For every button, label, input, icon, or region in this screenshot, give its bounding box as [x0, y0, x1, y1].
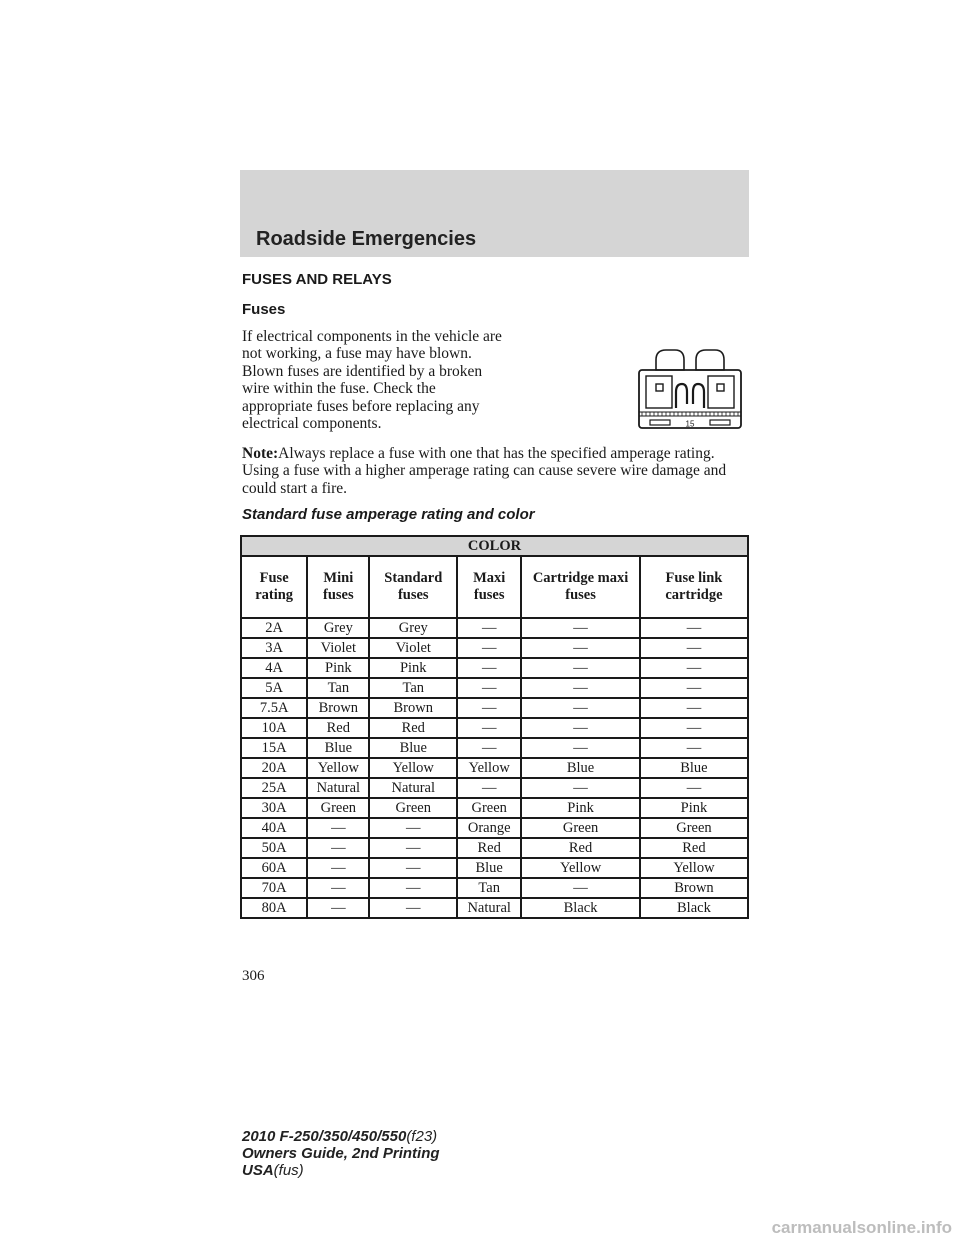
table-cell: 4A: [241, 658, 307, 678]
footer: [242, 1128, 440, 1179]
table-cell: Pink: [307, 658, 369, 678]
table-cell: 30A: [241, 798, 307, 818]
footer-guide: Owners Guide, 2nd Printing: [242, 1145, 440, 1162]
table-row: [241, 898, 748, 918]
table-cell: Yellow: [307, 758, 369, 778]
table-cell: Green: [457, 798, 521, 818]
table-cell: —: [369, 818, 457, 838]
note-text: Always replace a fuse with one that has the specified amperage rating. Using a fuse with a higher amperage rating can cause severe wire damage and could start a fire.: [242, 445, 727, 497]
table-row: [241, 758, 748, 778]
footer-region: USA: [242, 1162, 274, 1179]
fuses-subheading: Fuses: [242, 301, 286, 318]
table-cell: —: [640, 778, 748, 798]
table-row: [241, 618, 748, 638]
table-cell: —: [457, 678, 521, 698]
column-header: Standard fuses: [369, 556, 457, 618]
table-cell: —: [369, 858, 457, 878]
table-cell: Yellow: [369, 758, 457, 778]
table-cell: —: [307, 878, 369, 898]
table-cell: —: [521, 718, 640, 738]
table-cell: Green: [640, 818, 748, 838]
column-header: Fuse link cartridge: [640, 556, 748, 618]
table-row: [241, 878, 748, 898]
table-row: [241, 778, 748, 798]
table-row: [241, 638, 748, 658]
table-cell: Yellow: [521, 858, 640, 878]
table-row: [241, 818, 748, 838]
table-cell: Tan: [369, 678, 457, 698]
fuse-illustration: [618, 348, 748, 438]
footer-model-line: [242, 1128, 440, 1145]
table-cell: —: [640, 638, 748, 658]
table-row: [241, 718, 748, 738]
table-cell: —: [457, 778, 521, 798]
table-row: [241, 678, 748, 698]
table-cell: —: [457, 658, 521, 678]
table-cell: Tan: [307, 678, 369, 698]
table-cell: —: [457, 618, 521, 638]
table-cell: Green: [307, 798, 369, 818]
note-paragraph: [242, 445, 750, 497]
table-row: [241, 658, 748, 678]
table-cell: Green: [369, 798, 457, 818]
page-content: [242, 270, 750, 524]
column-header: Fuse rating: [241, 556, 307, 618]
footer-model-code: (f23): [406, 1128, 438, 1145]
footer-model: 2010 F-250/350/450/550: [242, 1128, 407, 1145]
table-cell: —: [640, 618, 748, 638]
table-cell: Pink: [521, 798, 640, 818]
fuse-color-table: [240, 535, 749, 919]
table-cell: 50A: [241, 838, 307, 858]
table-cell: 3A: [241, 638, 307, 658]
table-cell: Red: [307, 718, 369, 738]
table-cell: —: [640, 738, 748, 758]
table-cell: —: [457, 698, 521, 718]
table-cell: Yellow: [640, 858, 748, 878]
table-cell: —: [457, 718, 521, 738]
table-row: [241, 738, 748, 758]
table-cell: —: [307, 858, 369, 878]
table-cell: —: [307, 818, 369, 838]
column-header: Maxi fuses: [457, 556, 521, 618]
section-title: Roadside Emergencies: [256, 228, 477, 250]
table-cell: Red: [369, 718, 457, 738]
intro-paragraph: If electrical components in the vehicle are not working, a fuse may have blown. Blown fuses are identified by a broken wire within the fuse. Check the appropriate fuses before replacing any electrical components.: [242, 328, 502, 433]
table-cell: Orange: [457, 818, 521, 838]
table-cell: Blue: [521, 758, 640, 778]
footer-region-code: (fus): [273, 1162, 304, 1179]
table-body: [241, 618, 748, 918]
table-cell: 25A: [241, 778, 307, 798]
table-cell: Blue: [640, 758, 748, 778]
table-cell: —: [521, 638, 640, 658]
table-cell: Blue: [307, 738, 369, 758]
table-cell: —: [521, 698, 640, 718]
table-cell: Tan: [457, 878, 521, 898]
table-cell: Red: [521, 838, 640, 858]
table-cell: —: [521, 878, 640, 898]
table-cell: 60A: [241, 858, 307, 878]
table-cell: —: [521, 678, 640, 698]
table-cell: Black: [640, 898, 748, 918]
table-row: [241, 838, 748, 858]
table-cell: —: [457, 738, 521, 758]
table-cell: Brown: [640, 878, 748, 898]
table-cell: Black: [521, 898, 640, 918]
footer-region-line: [242, 1162, 440, 1179]
table-cell: —: [369, 878, 457, 898]
table-cell: Pink: [369, 658, 457, 678]
table-cell: 15A: [241, 738, 307, 758]
table-cell: —: [521, 658, 640, 678]
table-cell: —: [640, 718, 748, 738]
table-cell: Violet: [307, 638, 369, 658]
page-heading: FUSES AND RELAYS: [242, 271, 392, 288]
section-banner: [240, 170, 749, 257]
watermark: carmanualsonline.info: [771, 1218, 952, 1237]
table-cell: 70A: [241, 878, 307, 898]
table-cell: Natural: [307, 778, 369, 798]
table-row: [241, 858, 748, 878]
table-cell: —: [369, 898, 457, 918]
table-caption: Standard fuse amperage rating and color: [242, 506, 535, 524]
table-cell: Red: [640, 838, 748, 858]
table-cell: —: [521, 618, 640, 638]
table-cell: —: [457, 638, 521, 658]
table-cell: —: [640, 698, 748, 718]
table-cell: Blue: [369, 738, 457, 758]
column-header: Mini fuses: [307, 556, 369, 618]
table-row: [241, 698, 748, 718]
table-cell: 20A: [241, 758, 307, 778]
table-cell: 10A: [241, 718, 307, 738]
color-group-header: COLOR: [241, 536, 748, 556]
table-cell: 7.5A: [241, 698, 307, 718]
table-cell: Green: [521, 818, 640, 838]
fuse-rating-label: 15: [685, 419, 695, 429]
table-cell: —: [307, 838, 369, 858]
table-cell: —: [307, 898, 369, 918]
table-cell: Violet: [369, 638, 457, 658]
table-cell: Natural: [457, 898, 521, 918]
table-cell: Natural: [369, 778, 457, 798]
table-cell: Grey: [369, 618, 457, 638]
table-cell: —: [640, 658, 748, 678]
table-cell: 5A: [241, 678, 307, 698]
table-cell: Grey: [307, 618, 369, 638]
table-cell: Brown: [369, 698, 457, 718]
column-header: Cartridge maxi fuses: [521, 556, 640, 618]
intro-row: [242, 328, 750, 438]
table-cell: —: [640, 678, 748, 698]
table-cell: Red: [457, 838, 521, 858]
page-number: 306: [242, 968, 265, 984]
table-cell: 40A: [241, 818, 307, 838]
table-cell: —: [521, 738, 640, 758]
table-cell: Blue: [457, 858, 521, 878]
table-cell: —: [521, 778, 640, 798]
table-row: [241, 798, 748, 818]
note-label: Note:: [242, 445, 279, 462]
table-cell: 80A: [241, 898, 307, 918]
table-cell: Yellow: [457, 758, 521, 778]
table-cell: 2A: [241, 618, 307, 638]
table-cell: Brown: [307, 698, 369, 718]
table-cell: Pink: [640, 798, 748, 818]
table-cell: —: [369, 838, 457, 858]
